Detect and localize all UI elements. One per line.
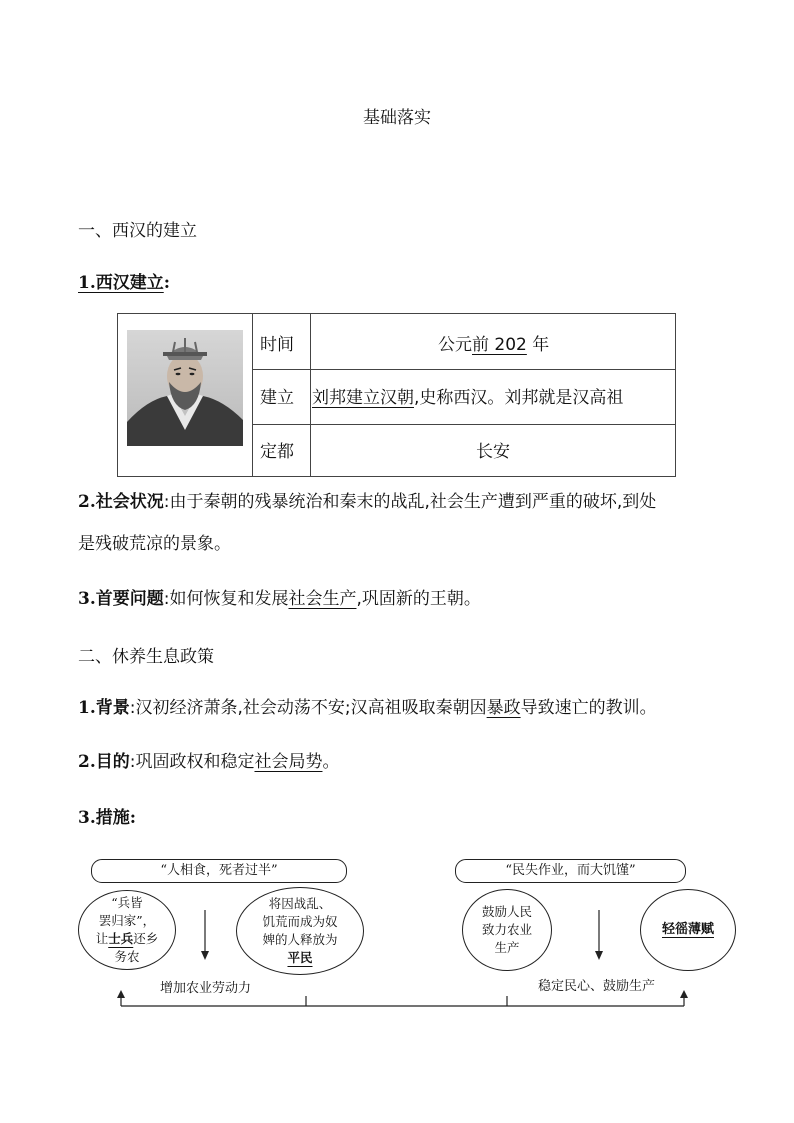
- page-title: 基础落实: [363, 108, 431, 128]
- item2-label: 2.社会状况: [78, 492, 164, 512]
- label-labor: 增加农业劳动力: [160, 981, 252, 996]
- s2-item2-label: 2.目的: [78, 752, 130, 772]
- section2-heading: 二、休养生息政策: [78, 647, 214, 667]
- row-value-establish: 刘邦建立汉朝,史称西汉。刘邦就是汉高祖: [312, 388, 624, 408]
- left-quote-box: “人相食，死者过半”: [91, 859, 347, 883]
- section1-item2: [78, 492, 656, 512]
- row-label-capital: 定都: [260, 442, 294, 462]
- oval-taxes: 轻徭薄赋: [640, 889, 736, 971]
- label-stability: 稳定民心、鼓励生产: [538, 979, 656, 994]
- section2-item1: 1.背景:汉初经济萧条,社会动荡不安;汉高祖吸取秦朝因暴政导致速亡的教训。: [78, 698, 657, 718]
- section1-item3: 3.首要问题:如何恢复和发展社会生产,巩固新的王朝。: [78, 589, 481, 609]
- row-value-time: 公元前 202 年: [438, 335, 550, 355]
- right-quote-box: “民失作业，而大饥馑”: [455, 859, 686, 883]
- section1-item2-cont: 是残破荒凉的景象。: [78, 534, 231, 554]
- row-value-capital: 长安: [476, 442, 510, 462]
- row-label-establish: 建立: [260, 388, 294, 408]
- item3-label: 3.首要问题: [78, 589, 164, 609]
- section2-item2: 2.目的:巩固政权和稳定社会局势。: [78, 752, 340, 772]
- item1-label: 1.西汉建立: [78, 273, 164, 293]
- item1-colon: :: [163, 273, 171, 293]
- establishment-table: [117, 313, 676, 477]
- oval-soldiers: “兵皆 罢归家”， 让士兵还乡 务农: [78, 890, 176, 970]
- oval-farming: 鼓励人民 致力农业 生产: [462, 889, 552, 971]
- oval-slaves: 将因战乱、 饥荒而成为奴 婢的人释放为 平民: [236, 887, 364, 975]
- liu-bang-portrait: [127, 330, 243, 446]
- section1-heading: 一、西汉的建立: [78, 221, 197, 241]
- item2-text1: :由于秦朝的残暴统治和秦末的战乱,社会生产遭到严重的破坏,到处: [163, 492, 657, 512]
- s2-item1-label: 1.背景: [78, 698, 130, 718]
- section2-item3: 3.措施:: [78, 808, 137, 828]
- row-label-time: 时间: [260, 335, 294, 355]
- section1-item1: [78, 273, 170, 293]
